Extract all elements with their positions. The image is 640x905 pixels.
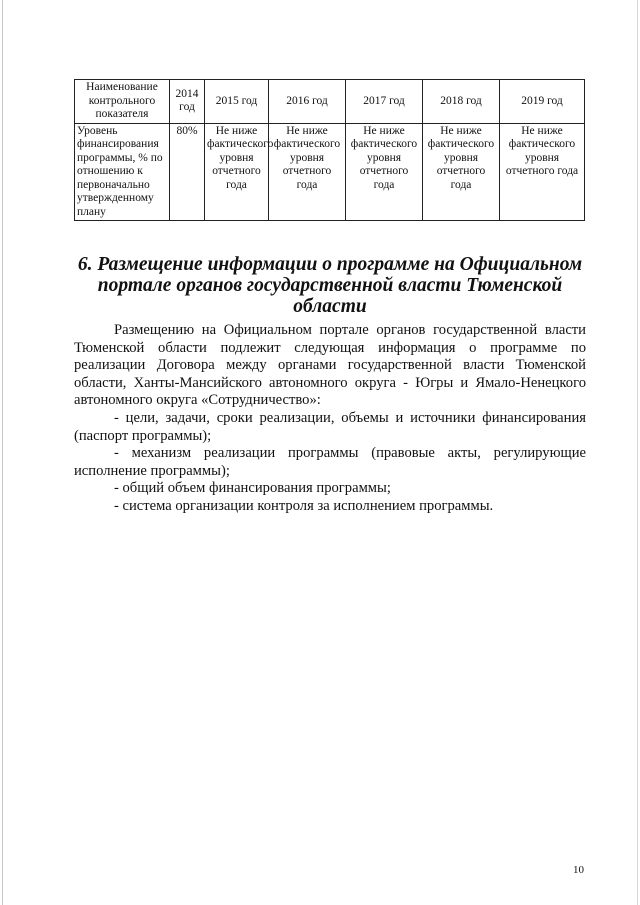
header-2019: 2019 год	[500, 80, 585, 124]
header-2016: 2016 год	[269, 80, 346, 124]
indicator-table	[74, 79, 585, 221]
header-2017: 2017 год	[346, 80, 423, 124]
page-edge-left	[2, 0, 3, 905]
intro-paragraph: Размещению на Официальном портале органов государственной власти Тюменской области подлежит следующая информация о программе по реализации Договора между органами государственной власти Тюменской области, Ханты-Мансийского автономного округа - Югры и Ямало-Ненецкого автономного округа «Сотрудничество»:	[74, 322, 586, 409]
table-header-row	[75, 80, 585, 124]
cell-2019: Не ниже фактического уровня отчетного года	[500, 123, 585, 221]
cell-indicator-name: Уровень финансирования программы, % по отношению к первоначально утвержденному плану	[75, 123, 170, 221]
cell-2017: Не ниже фактического уровня отчетного года	[346, 123, 423, 221]
cell-2016: Не ниже фактического уровня отчетного года	[269, 123, 346, 221]
section-heading: 6. Размещение информации о программе на Официальном портале органов государственной власти Тюменской области	[77, 254, 583, 317]
table-row	[75, 123, 585, 221]
header-indicator-name: Наименование контрольного показателя	[75, 80, 170, 124]
header-2018: 2018 год	[423, 80, 500, 124]
header-2014: 2014 год	[170, 80, 205, 124]
list-item: - система организации контроля за исполнением программы.	[114, 497, 494, 514]
page-number: 10	[573, 864, 584, 876]
cell-2014: 80%	[170, 123, 205, 221]
cell-2015: Не ниже фактического уровня отчетного года	[205, 123, 269, 221]
list-item: - механизм реализации программы (правовые акты, регулирующие исполнение программы);	[74, 445, 586, 479]
list-item: - общий объем финансирования программы;	[114, 480, 391, 497]
header-2015: 2015 год	[205, 80, 269, 124]
list-item: - цели, задачи, сроки реализации, объемы и источники финансирования (паспорт программы);	[74, 409, 586, 444]
cell-2018: Не ниже фактического уровня отчетного года	[423, 123, 500, 221]
body-text	[74, 322, 586, 516]
page-edge-right	[637, 0, 638, 905]
